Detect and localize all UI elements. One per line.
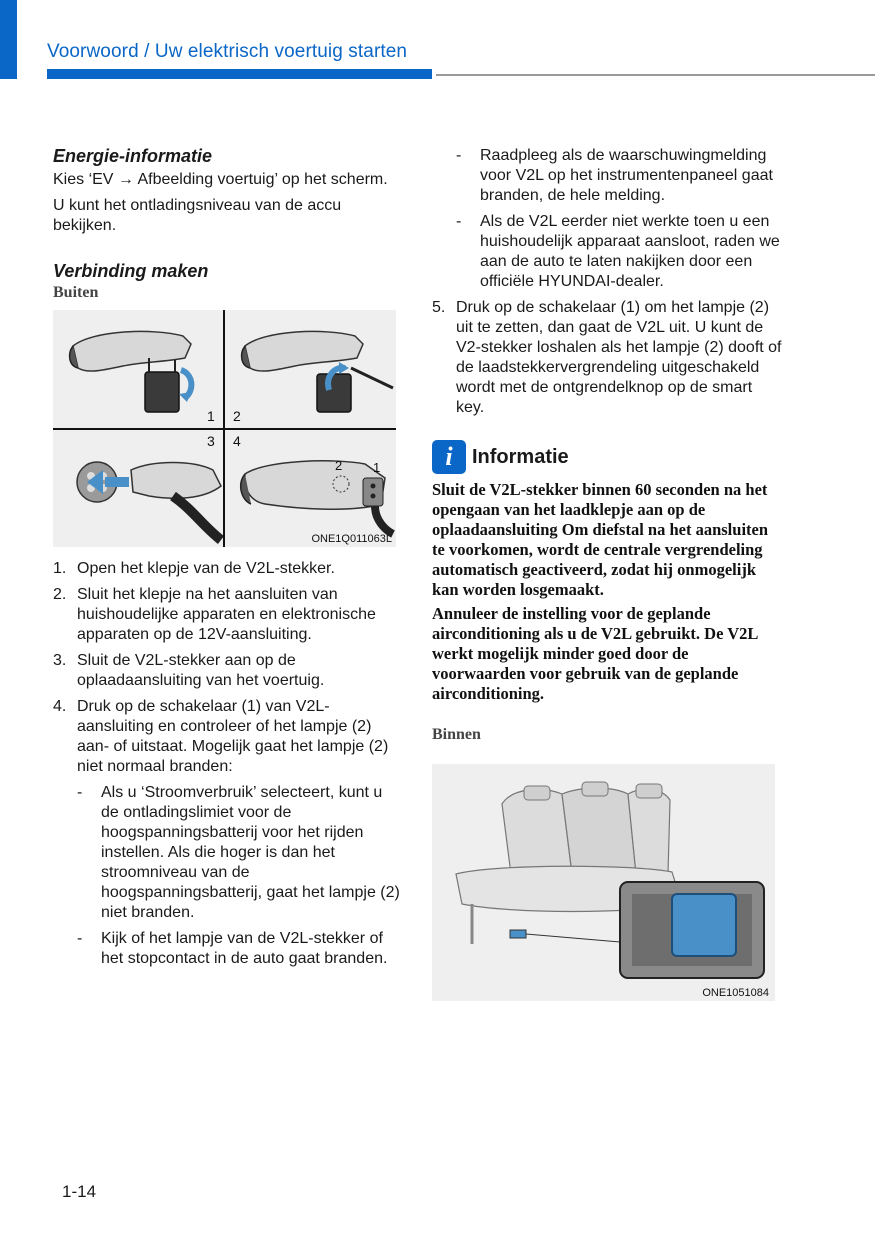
sub-bullet xyxy=(456,212,782,292)
page-number: 1-14 xyxy=(62,1182,97,1201)
step-number: 5. xyxy=(432,299,446,316)
dash-marker: - xyxy=(77,784,83,801)
step-number: 4. xyxy=(53,698,67,715)
step-item xyxy=(432,298,782,418)
rear-seat-socket-figure xyxy=(432,764,775,1001)
sub-bullet-text: Kijk of het lampje van de V2L-stekker of het stopcontact in de auto gaat branden. xyxy=(101,930,388,967)
info-title: Informatie xyxy=(472,445,569,468)
sub-bullet-text: Als u ‘Stroomverbruik’ selecteert, kunt u de ontladingslimiet voor de hoogspanningsbatterij voor het rijden instellen. Als die hoger is dan het stroomniveau van de hoogspanningsbatterij, gaat het lampje (2) niet branden. xyxy=(101,784,400,921)
steps-list xyxy=(53,559,403,969)
step-body xyxy=(77,697,403,969)
figure-divider-horizontal xyxy=(53,428,396,430)
step-item xyxy=(53,651,403,691)
v2l-plug-connect-illustration xyxy=(53,430,223,547)
header-accent-bar xyxy=(47,69,432,79)
energy-paragraph-1: Kies ‘EV → Afbeelding voertuig’ op het scherm. xyxy=(53,171,388,188)
sub-bullet-text: Als de V2L eerder niet werkte toen u een huishoudelijk apparaat aansloot, raden we aan de auto te laten nakijken door een officiële HYUNDAI-dealer. xyxy=(480,213,780,290)
chapter-side-tab xyxy=(0,0,17,79)
panel-label-1: 1 xyxy=(207,408,215,424)
energy-heading: Energie-informatie xyxy=(53,146,213,166)
sub-bullet xyxy=(77,783,403,923)
dash-marker: - xyxy=(77,930,83,947)
page-header-title: Voorwoord / Uw elektrisch voertuig starten xyxy=(47,41,408,62)
info-paragraph-1: Sluit de V2L-stekker binnen 60 seconden na het opengaan van het laadklepje aan op de oplaadaansluiting Om diefstal na het aansluiten te voorkomen, wordt de centrale vergrendeling automatisch geactiveerd, zodat hij onmogelijk kan worden losgemaakt. xyxy=(432,480,769,599)
connect-heading: Verbinding maken xyxy=(53,261,209,281)
step-text: Druk op de schakelaar (1) van V2L-aansluiting en controleer of het lampje (2) aan- of uitstaat. Mogelijk gaat het lampje (2) niet normaal branden: xyxy=(77,698,389,775)
step-number: 1. xyxy=(53,560,67,577)
panel-label-4: 4 xyxy=(233,433,241,449)
header-rule xyxy=(436,74,875,76)
panel-label-3: 3 xyxy=(207,433,215,449)
step-number: 2. xyxy=(53,586,67,603)
info-icon: i xyxy=(432,440,466,474)
v2l-plug-figure xyxy=(53,310,396,547)
figure-code: ONE1051084 xyxy=(702,987,769,999)
step-item xyxy=(53,559,403,579)
info-paragraph-2: Annuleer de instelling voor de geplande airconditioning als u de V2L gebruikt. De V2L werkt mogelijk minder goed door de voorwaarden voor gebruik van de geplande airconditioning. xyxy=(432,604,758,703)
dash-marker: - xyxy=(456,213,462,230)
callout-label-lamp: 2 xyxy=(335,458,343,473)
step4-continued xyxy=(432,146,782,292)
sub-bullet xyxy=(456,146,782,206)
left-column xyxy=(53,145,403,975)
step-text: Sluit de V2L-stekker aan op de oplaadaansluiting van het voertuig. xyxy=(77,652,325,689)
step-number: 3. xyxy=(53,652,67,669)
rear-seat-illustration xyxy=(432,764,775,1001)
step-item xyxy=(53,585,403,645)
panel-label-2: 2 xyxy=(233,408,241,424)
outside-label: Buiten xyxy=(53,284,99,301)
info-box-header xyxy=(432,440,782,474)
energy-paragraph-2: U kunt het ontladingsniveau van de accu bekijken. xyxy=(53,197,342,234)
figure-code: ONE1Q011063L xyxy=(311,533,392,545)
step-item xyxy=(53,697,403,969)
dash-marker: - xyxy=(456,147,462,164)
sub-bullet xyxy=(77,929,403,969)
v2l-plug-close-illustration xyxy=(225,310,395,428)
step-text: Open het klepje van de V2L-stekker. xyxy=(77,560,335,577)
sub-bullet-text: Raadpleeg als de waarschuwingmelding voor V2L op het instrumentenpaneel gaat branden, de hele melding. xyxy=(480,147,773,204)
callout-label-switch: 1 xyxy=(373,460,381,475)
step-text: Sluit het klepje na het aansluiten van huishoudelijke apparaten en elektronische apparaten op de 12V-aansluiting. xyxy=(77,586,376,643)
v2l-plug-open-illustration xyxy=(53,310,223,428)
right-column xyxy=(432,146,782,1001)
v2l-plug-switch-illustration xyxy=(225,430,395,547)
inside-label: Binnen xyxy=(432,726,481,743)
step-text: Druk op de schakelaar (1) om het lampje (2) uit te zetten, dan gaat de V2L uit. U kunt de V2-stekker loshalen als het lampje (2) dooft of de laadstekkervergrendeling uitgeschakeld wordt met de ontgrendelknop op de smart key. xyxy=(456,299,782,416)
